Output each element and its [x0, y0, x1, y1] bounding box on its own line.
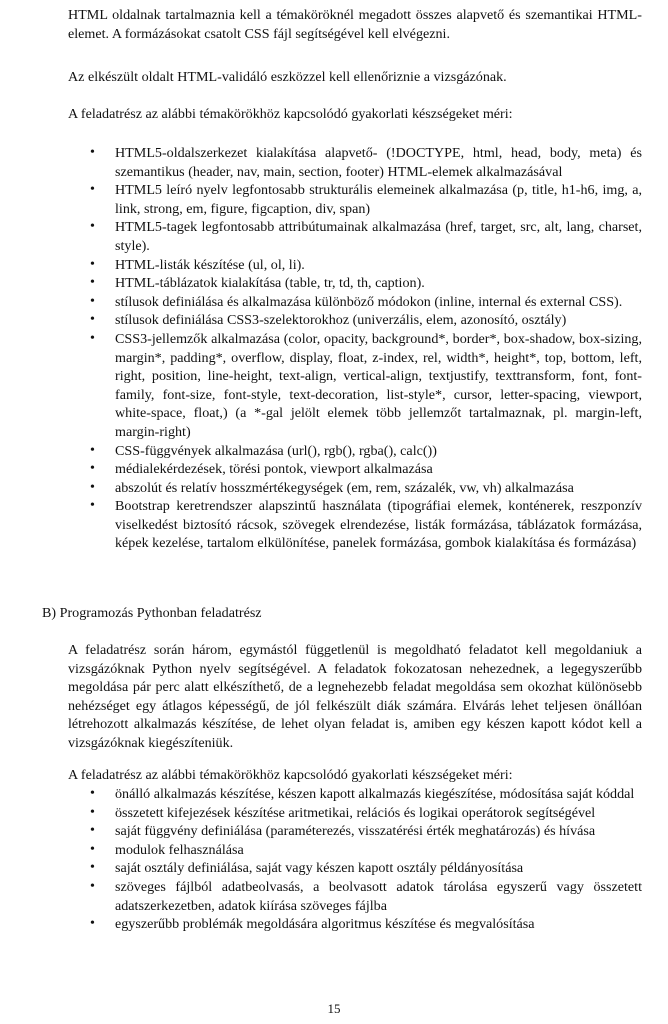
list-item: • saját függvény definiálása (paraméterezés, visszatérési érték meghatározás) és hívása [0, 822, 642, 841]
paragraph-html-requirements: HTML oldalnak tartalmaznia kell a témaköröknél megadott összes alapvető és szemantikai HTML-elemet. A formázásokat csatolt CSS fájl segítségével kell elvégezni. [68, 7, 642, 42]
list-item: • HTML-táblázatok kialakítása (table, tr, td, th, caption). [0, 274, 642, 293]
list-item: • stílusok definiálása és alkalmazása különböző módokon (inline, internal és external CSS). [0, 293, 642, 312]
paragraph-validation: Az elkészült oldalt HTML-validáló eszközzel kell ellenőriznie a vizsgázónak. [68, 69, 507, 85]
list-item: • Bootstrap keretrendszer alapszintű használata (tipográfiai elemek, konténerek, reszponzív viselkedést biztosító rácsok, szövegek elrendezése, listák formázása, táblázatok formázása, képek kezelése, tartalom elkülönítése, panelek formázása, gombok kialakítása és formázása) [0, 497, 642, 553]
list-item: • egyszerűbb problémák megoldására algoritmus készítése és megvalósítása [0, 915, 642, 934]
list-item: • CSS3-jellemzők alkalmazása (color, opacity, background*, border*, box-shadow, box-sizing, margin*, padding*, overflow, display, float, z-index, rel, width*, height*, top, bottom, left, right, position, line-height, text-align, vertical-align, textjustify, texttransform, font, font-family, font-size, font-style, text-decoration, list-style*, cursor, letter-spacing, viewport, white-space, float,) (a *-gal jelölt elemek több jellemzőt tartalmaznak, pl. margin-left, margin-right) [0, 330, 642, 442]
list-item: • HTML-listák készítése (ul, ol, li). [0, 256, 642, 275]
paragraph-skills-intro-a: A feladatrész az alábbi témakörökhöz kapcsolódó gyakorlati készségeket méri: [68, 106, 513, 122]
list-item: • saját osztály definiálása, saját vagy készen kapott osztály példányosítása [0, 859, 642, 878]
list-item: • szöveges fájlból adatbeolvasás, a beolvasott adatok tárolása egyszerű vagy összetett adatszerkezetben, adatok kiírása szöveges fájlba [0, 878, 642, 915]
section-b-heading: B) Programozás Pythonban feladatrész [42, 605, 262, 621]
list-item: • CSS-függvények alkalmazása (url(), rgb(), rgba(), calc()) [0, 442, 642, 461]
paragraph-python-description: A feladatrész során három, egymástól függetlenül is megoldható feladatot kell megoldaniuk a vizsgázóknak Python nyelv segítségével. A feladatok fokozatosan nehezednek, a legegyszerűbb megoldása pár perc alatt elkészíthető, de a legnehezebb feladat megoldása sem okozhat különösebb nehézséget egy átlagos képességű, de jól felkészült diák számára. Elvárás lehet teljesen önállóan létrehozott alkalmazás készítése, de lehet olyan feladat is, amiben egy készen kapott kódot kell a vizsgázóknak kiegészíteniük. [68, 642, 642, 751]
list-item: • modulok felhasználása [0, 841, 642, 860]
list-item: • abszolút és relatív hosszmértékegységek (em, rem, százalék, vw, vh) alkalmazása [0, 479, 642, 498]
list-item: • összetett kifejezések készítése aritmetikai, relációs és logikai operátorok segítségével [0, 804, 642, 823]
python-skills-list [0, 785, 642, 934]
list-item: • médialekérdezések, törési pontok, viewport alkalmazása [0, 460, 642, 479]
paragraph-skills-intro-b: A feladatrész az alábbi témakörökhöz kapcsolódó gyakorlati készségeket méri: [68, 767, 513, 783]
list-item: • HTML5 leíró nyelv legfontosabb strukturális elemeinek alkalmazása (p, title, h1-h6, img, a, link, strong, em, figure, figcaption, div, span) [0, 181, 642, 218]
list-item: • stílusok definiálása CSS3-szelektorokhoz (univerzális, elem, azonosító, osztály) [0, 311, 642, 330]
list-item: • HTML5-tagek legfontosabb attribútumainak alkalmazása (href, target, src, alt, lang, charset, style). [0, 218, 642, 255]
page-number: 15 [327, 1001, 341, 1016]
list-item: • HTML5-oldalszerkezet kialakítása alapvető- (!DOCTYPE, html, head, body, meta) és szemantikus (header, nav, main, section, footer) HTML-elemek alkalmazásával [0, 144, 642, 181]
html-skills-list [0, 144, 642, 553]
list-item: • önálló alkalmazás készítése, készen kapott alkalmazás kiegészítése, módosítása saját kóddal [0, 785, 642, 804]
